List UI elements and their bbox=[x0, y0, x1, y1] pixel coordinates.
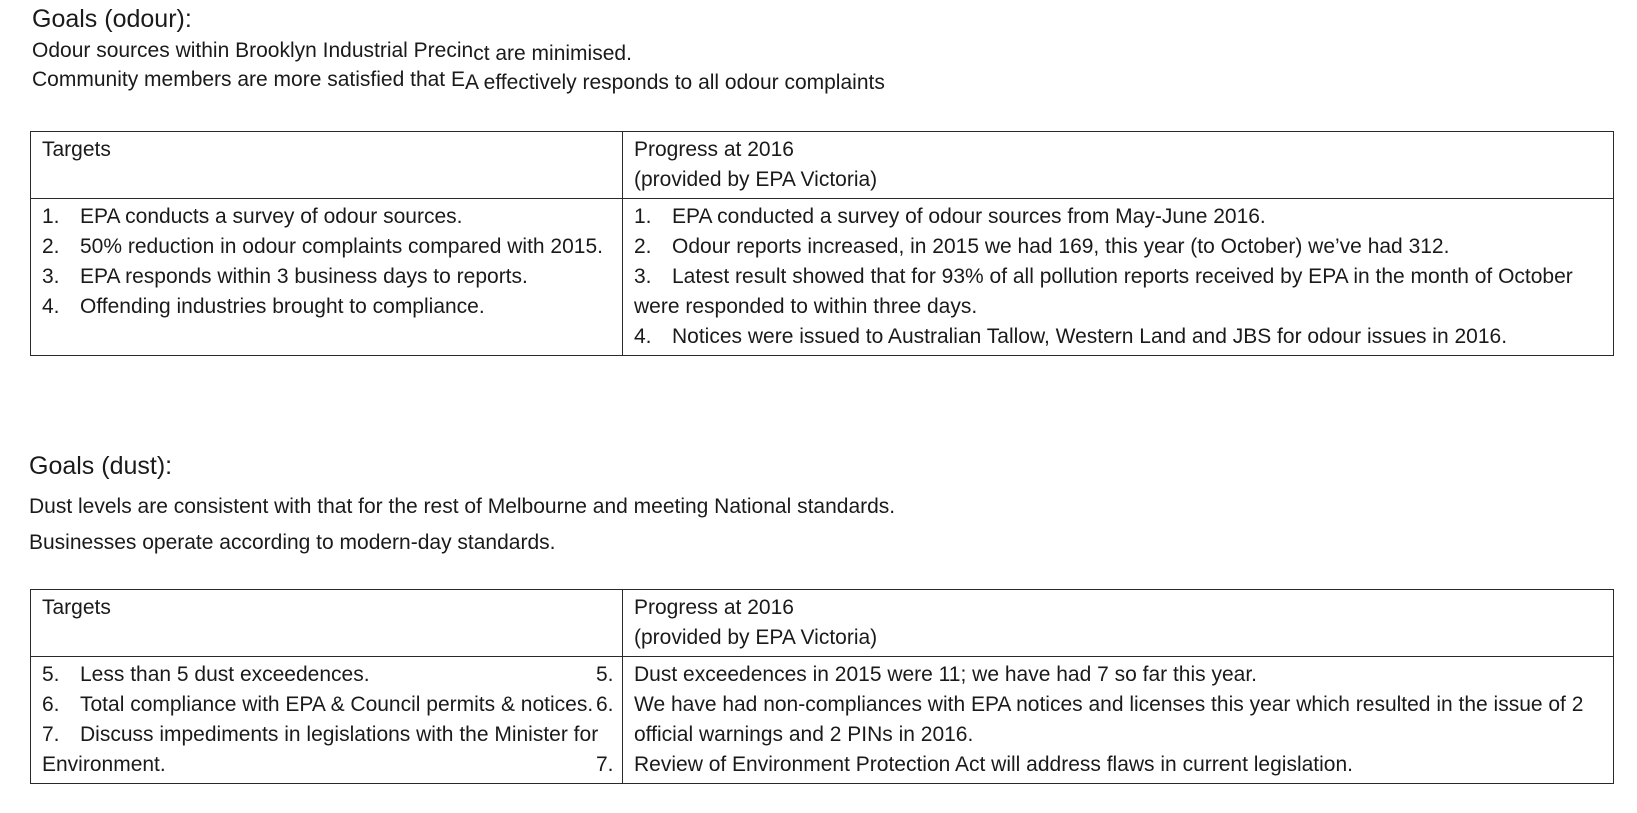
odour-goals-heading: Goals (odour): bbox=[32, 5, 192, 33]
list-text: Dust exceedences in 2015 were 11; we have had 7 so far this year. bbox=[634, 663, 1257, 686]
targets-header bbox=[31, 590, 623, 657]
list-item bbox=[596, 690, 1603, 750]
list-text: Offending industries brought to compliance. bbox=[80, 295, 485, 318]
list-number: 3. bbox=[42, 265, 60, 288]
table-row bbox=[31, 199, 1614, 356]
list-text: Notices were issued to Australian Tallow, Western Land and JBS for odour issues in 2016. bbox=[672, 325, 1508, 348]
odour-goal-text: ct are minimised. bbox=[473, 42, 632, 65]
dust-goals-heading: Goals (dust): bbox=[29, 452, 173, 480]
list-item bbox=[42, 232, 612, 262]
progress-header bbox=[623, 590, 1614, 657]
odour-goal-text: A effectively responds to all odour complaints bbox=[464, 71, 885, 94]
list-item bbox=[596, 660, 1603, 690]
table-header-row bbox=[31, 132, 1614, 199]
list-text: EPA conducts a survey of odour sources. bbox=[80, 205, 463, 228]
list-item bbox=[42, 292, 612, 322]
list-text: We have had non-compliances with EPA notices and licenses this year which resulted in the issue of 2 official warnings and 2 PINs in 2016. bbox=[634, 693, 1584, 746]
dust-goal-line: Businesses operate according to modern-day standards. bbox=[29, 531, 556, 554]
list-item bbox=[42, 202, 612, 232]
list-text: Review of Environment Protection Act will address flaws in current legislation. bbox=[634, 753, 1353, 776]
odour-targets-table bbox=[30, 131, 1614, 356]
list-text: EPA conducted a survey of odour sources from May-June 2016. bbox=[672, 205, 1266, 228]
list-text: 50% reduction in odour complaints compared with 2015. bbox=[80, 235, 603, 258]
progress-header-sublabel: (provided by EPA Victoria) bbox=[634, 168, 878, 191]
list-number: 5. bbox=[42, 663, 60, 686]
list-item bbox=[634, 232, 1603, 262]
list-number: 5. bbox=[596, 663, 614, 686]
list-item bbox=[42, 690, 612, 720]
targets-header bbox=[31, 132, 623, 199]
targets-cell bbox=[31, 199, 623, 356]
odour-goal-line bbox=[32, 38, 632, 64]
list-text: EPA responds within 3 business days to reports. bbox=[80, 265, 528, 288]
list-item bbox=[42, 262, 612, 292]
list-text: Latest result showed that for 93% of all pollution reports received by EPA in the month of October were responded to within three days. bbox=[634, 265, 1573, 318]
table-header-row bbox=[31, 590, 1614, 657]
list-text: Discuss impediments in legislations with the Minister for Environment. bbox=[42, 723, 599, 776]
list-item bbox=[634, 322, 1603, 352]
list-item bbox=[596, 750, 1603, 780]
list-number: 7. bbox=[42, 723, 60, 746]
targets-header-label: Targets bbox=[42, 596, 111, 619]
progress-header bbox=[623, 132, 1614, 199]
list-number: 4. bbox=[634, 325, 652, 348]
list-number: 2. bbox=[634, 235, 652, 258]
list-number: 1. bbox=[634, 205, 652, 228]
odour-goal-line bbox=[32, 67, 885, 93]
list-number: 7. bbox=[596, 753, 614, 776]
list-item bbox=[42, 660, 612, 690]
list-item bbox=[42, 720, 612, 780]
progress-cell bbox=[596, 657, 1614, 784]
list-number: 1. bbox=[42, 205, 60, 228]
odour-goal-text: Community members are more satisfied that E bbox=[32, 68, 465, 91]
progress-cell bbox=[623, 199, 1614, 356]
list-number: 3. bbox=[634, 265, 652, 288]
list-item bbox=[634, 262, 1603, 322]
list-text: Total compliance with EPA & Council permits & notices. bbox=[80, 693, 594, 716]
targets-cell bbox=[31, 657, 623, 784]
dust-targets-table bbox=[30, 589, 1614, 784]
list-number: 6. bbox=[42, 693, 60, 716]
list-text: Less than 5 dust exceedences. bbox=[80, 663, 370, 686]
list-number: 2. bbox=[42, 235, 60, 258]
progress-header-label: Progress at 2016 bbox=[634, 596, 794, 619]
list-number: 4. bbox=[42, 295, 60, 318]
list-text: Odour reports increased, in 2015 we had 169, this year (to October) we’ve had 312. bbox=[672, 235, 1450, 258]
list-item bbox=[634, 202, 1603, 232]
progress-header-label: Progress at 2016 bbox=[634, 138, 794, 161]
odour-goal-text: Odour sources within Brooklyn Industrial Precin bbox=[32, 39, 474, 62]
progress-header-sublabel: (provided by EPA Victoria) bbox=[634, 626, 878, 649]
targets-header-label: Targets bbox=[42, 138, 111, 161]
table-row bbox=[31, 657, 1614, 784]
list-number: 6. bbox=[596, 693, 614, 716]
dust-goal-line: Dust levels are consistent with that for the rest of Melbourne and meeting National standards. bbox=[29, 495, 896, 518]
